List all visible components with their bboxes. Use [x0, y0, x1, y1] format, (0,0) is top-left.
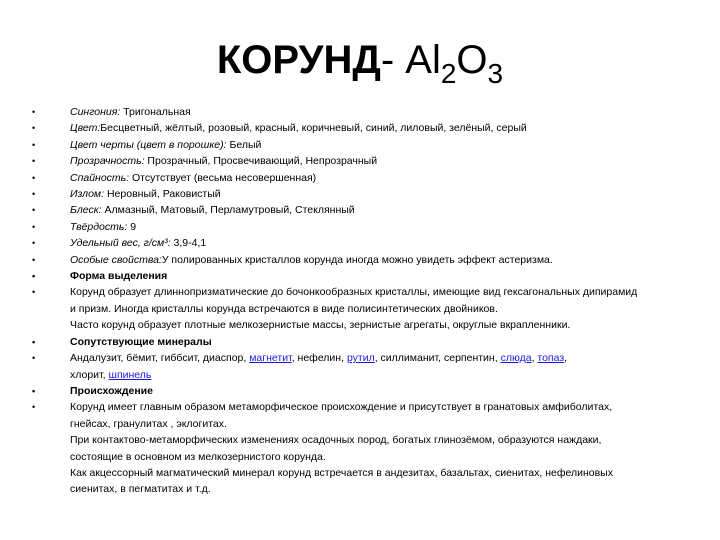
- minerals-text-3: , силлиманит, серпентин,: [374, 352, 501, 365]
- link-mica[interactable]: слюда: [500, 352, 532, 365]
- list-item-origin-heading: • Происхождение: [30, 383, 690, 399]
- list-item-luster: [30, 202, 690, 218]
- features-label: Особые свойства:: [70, 253, 162, 266]
- title-formula-al: Al: [405, 38, 441, 82]
- transparency-label: Прозрачность:: [70, 155, 145, 168]
- list-item-form-heading: • Форма выделения: [30, 268, 690, 284]
- list-item-density: [30, 235, 690, 251]
- form-line-1: Корунд образует длиннопризматические до бочонкообразных кристаллы, имеющие вид гексагональных дипирамид: [70, 286, 638, 299]
- minerals-text-5: ,: [564, 352, 568, 365]
- origin-line-2: гнейсах, гранулитах , эклогитах.: [70, 417, 227, 430]
- form-line-2: и призм. Иногда кристаллы корунда встречаются в виде полисинтетических двойников.: [70, 302, 498, 315]
- origin-line-1: Корунд имеет главным образом метаморфическое происхождение и присутствует в гранатовых амфиболитах,: [70, 401, 613, 414]
- title-sub-2: 2: [440, 58, 457, 89]
- list-item-syngony: [30, 104, 690, 120]
- list-item-minerals: [30, 350, 690, 383]
- list-item-features: [30, 252, 690, 268]
- luster-value: Алмазный, Матовый, Перламутровый, Стеклянный: [101, 204, 355, 217]
- title-separator: -: [380, 38, 406, 82]
- density-value: 3,9-4,1: [170, 237, 207, 250]
- density-label: Удельный вес, г/см³:: [70, 237, 171, 250]
- list-item-streak: [30, 137, 690, 153]
- title-sub-3: 3: [487, 58, 504, 89]
- syngony-value: Тригональная: [120, 106, 191, 118]
- cleavage-label: Спайность:: [70, 171, 130, 184]
- features-value: У полированных кристаллов корунда иногда можно увидеть эффект астеризма.: [161, 253, 553, 266]
- list-item-fracture: [30, 186, 690, 202]
- list-item-origin-text: [30, 399, 690, 497]
- minerals-text-4: ,: [531, 352, 538, 365]
- list-item-minerals-heading: • Сопутствующие минералы: [30, 334, 690, 350]
- fracture-label: Излом:: [70, 188, 105, 201]
- streak-value: Белый: [226, 138, 262, 151]
- list-item-hardness: [30, 219, 690, 235]
- link-rutile[interactable]: рутил: [346, 352, 375, 365]
- link-spinel[interactable]: шпинель: [108, 368, 152, 381]
- origin-line-3: При контактово-метаморфических изменениях осадочных пород, богатых глинозёмом, образуются наждаки,: [70, 434, 602, 447]
- streak-label: Цвет черты (цвет в порошке):: [70, 138, 227, 151]
- list-item-form-text: [30, 284, 690, 333]
- bullet-list: [30, 104, 690, 498]
- link-topaz[interactable]: топаз: [537, 352, 565, 365]
- origin-line-5: Как акцессорный магматический минерал корунд встречается в андезитах, базальтах, сиенитах, нефелиновых: [70, 466, 613, 479]
- cleavage-value: Отсутствует (весьма несовершенная): [129, 171, 317, 184]
- syngony-label: Сингония:: [70, 106, 121, 118]
- list-item-color: [30, 120, 690, 136]
- color-value: Бесцветный, жёлтый, розовый, красный, коричневый, синий, лиловый, зелёный, серый: [100, 122, 527, 135]
- list-item-transparency: [30, 153, 690, 169]
- origin-line-4: состоящие в основном из мелкозернистого корунда.: [70, 450, 326, 463]
- list-item-cleavage: [30, 170, 690, 186]
- hardness-label: Твёрдость:: [70, 220, 128, 233]
- title-name: КОРУНД: [216, 38, 381, 82]
- minerals-text-1: Андалузит, бёмит, гиббсит, диаспор,: [70, 352, 250, 365]
- fracture-value: Неровный, Раковистый: [104, 188, 221, 201]
- page-title: [0, 36, 720, 98]
- link-magnetite[interactable]: магнетит: [249, 352, 292, 365]
- luster-label: Блеск:: [70, 204, 102, 217]
- minerals-text-6: хлорит,: [70, 368, 109, 381]
- form-line-3: Часто корунд образует плотные мелкозернистые массы, зернистые агрегаты, округлые вкрапленники.: [70, 319, 571, 332]
- minerals-text-2: , нефелин,: [291, 352, 347, 365]
- hardness-value: 9: [127, 220, 137, 233]
- origin-line-6: сиенитах, в пегматитах и т.д.: [70, 483, 211, 496]
- color-label: Цвет:: [70, 122, 101, 135]
- transparency-value: Прозрачный, Просвечивающий, Непрозрачный: [144, 155, 378, 168]
- title-formula-o: O: [456, 38, 488, 82]
